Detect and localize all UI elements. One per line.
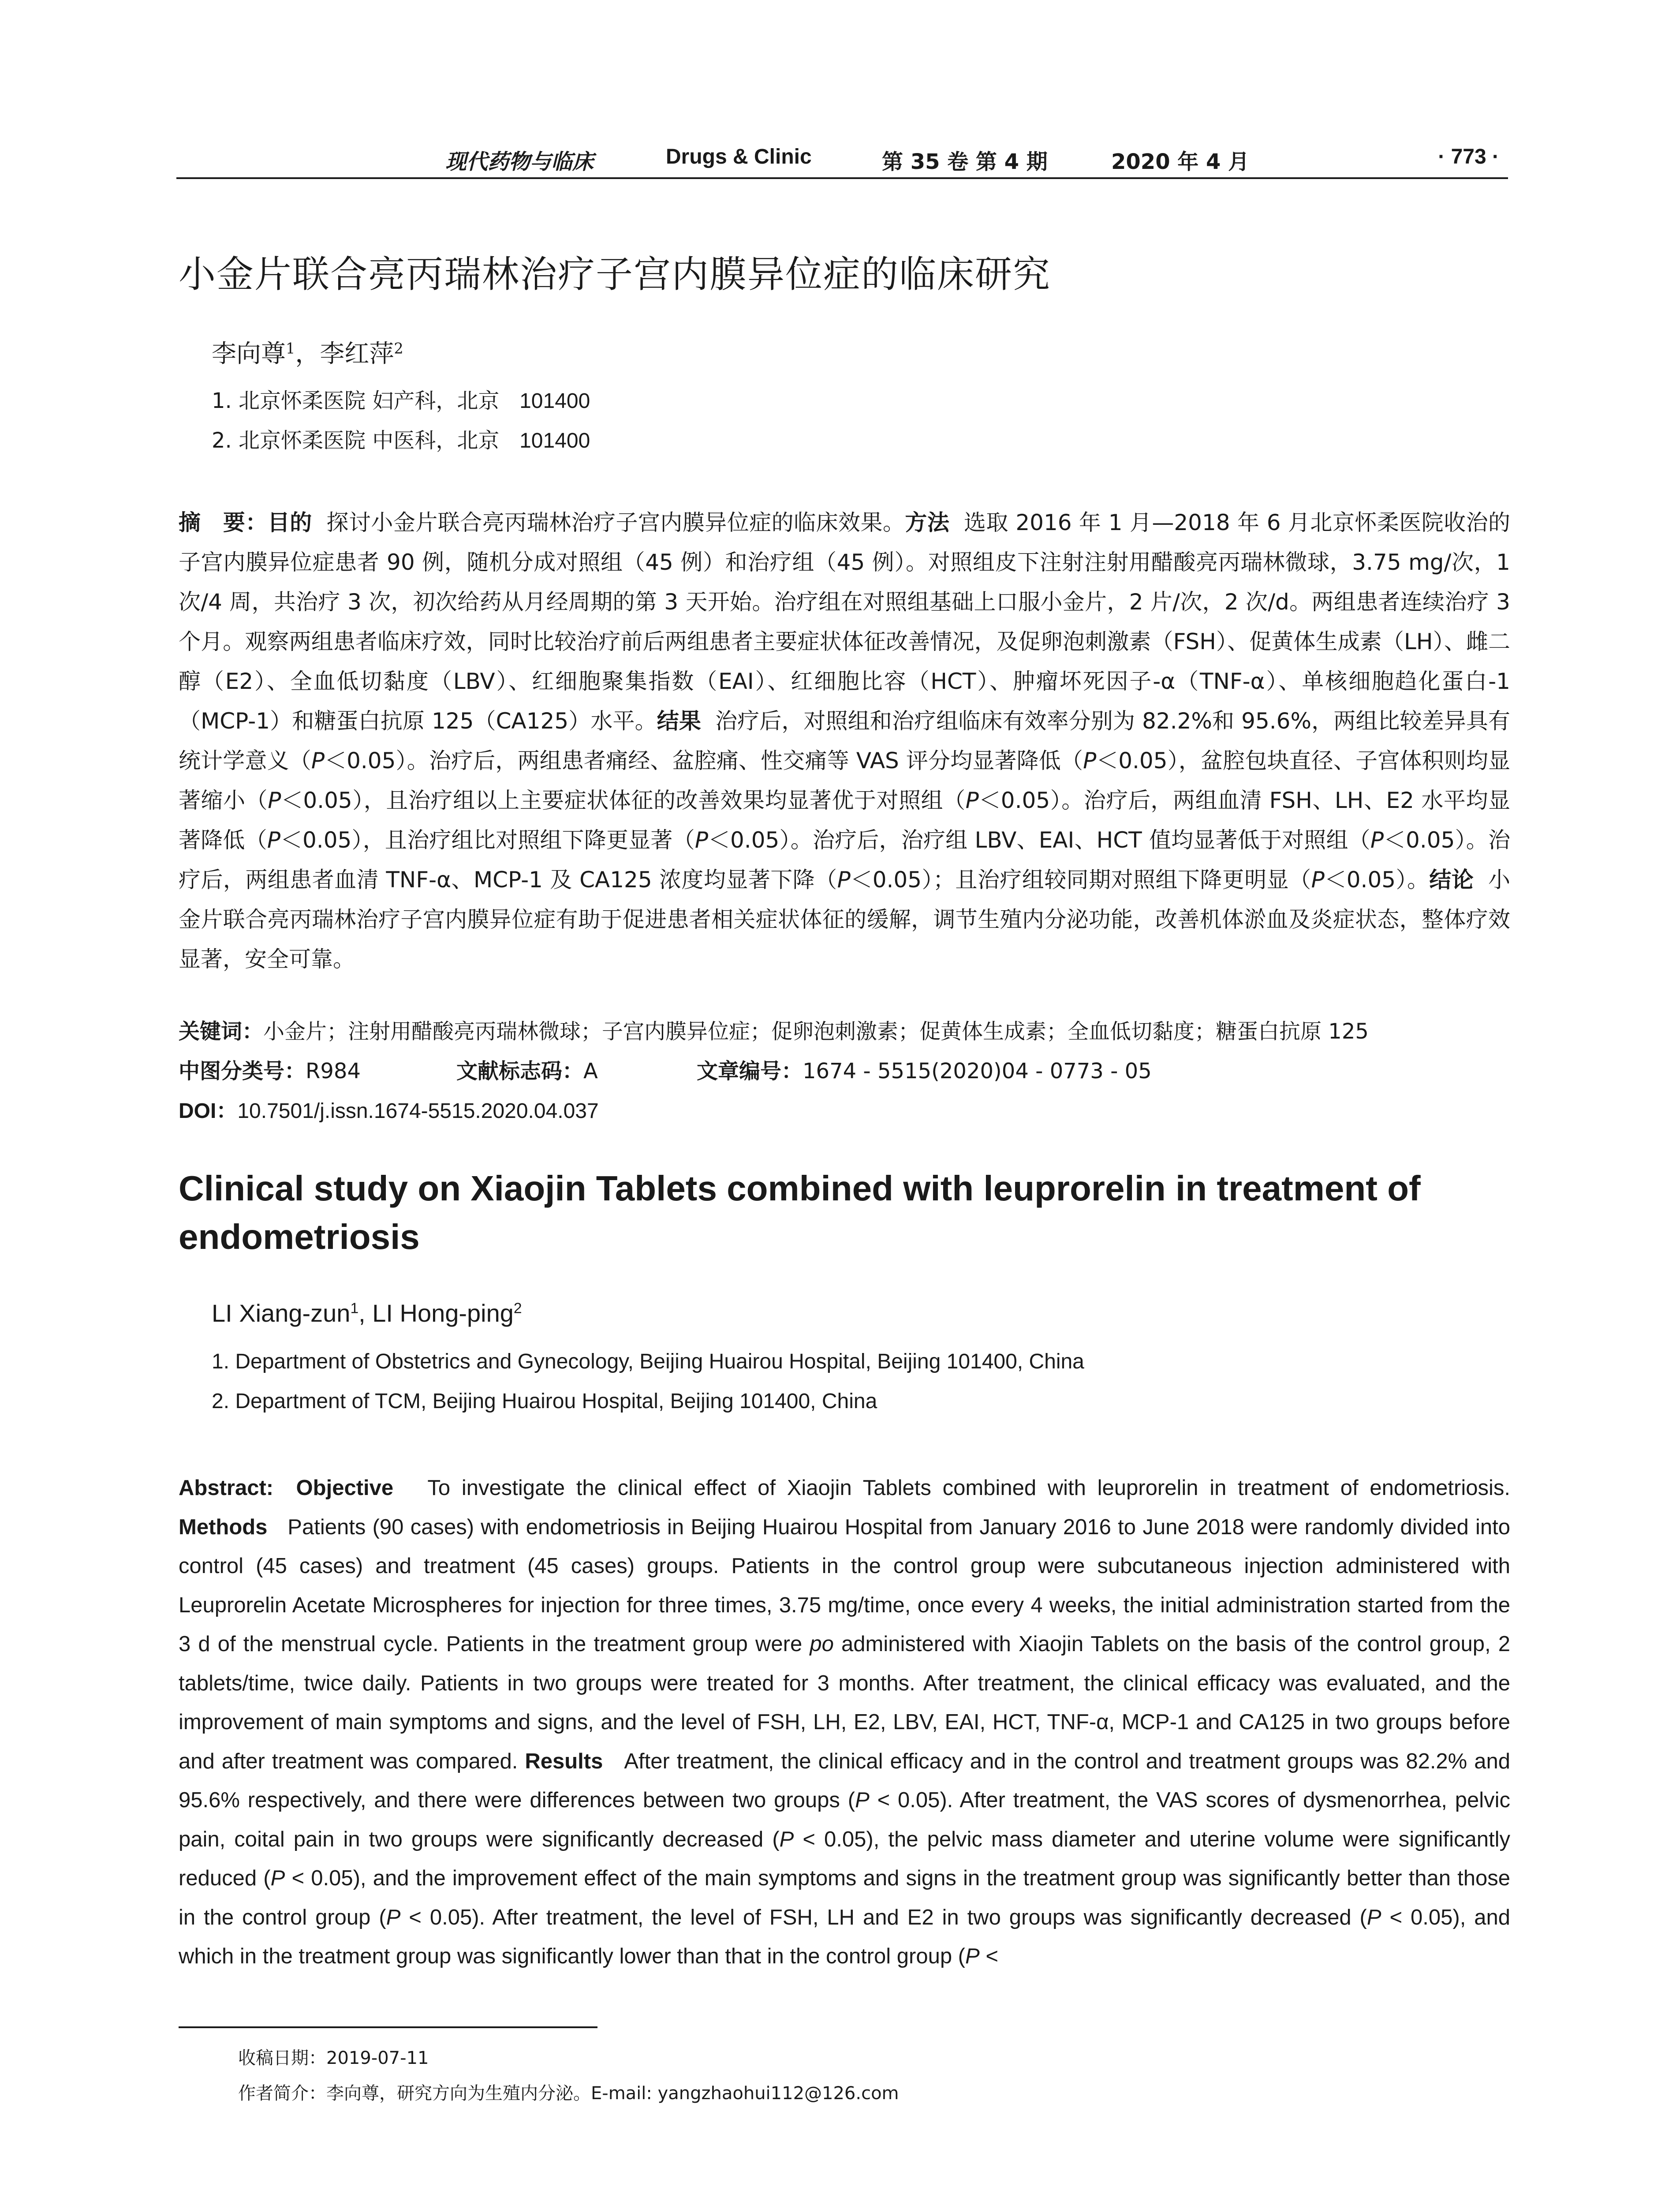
- p-symbol: P: [837, 867, 851, 893]
- header-rule: [176, 177, 1508, 179]
- journal-name-cn: 现代药物与临床: [445, 149, 594, 174]
- affiliation-cn-1: [212, 384, 590, 414]
- page-number: · 773 ·: [1438, 145, 1499, 168]
- author-separator-en: ,: [358, 1299, 373, 1327]
- footnote-received: [238, 2044, 429, 2069]
- results-cn-6: ＜0.05），且治疗组比对照组下降更显著（: [280, 827, 695, 853]
- volume-issue: 第 35 卷 第 4 期: [882, 149, 1048, 174]
- results-en-4: < 0.05), and the improvement effect of the main symptoms and signs in the treatment group was significantly better than those in the control group (: [179, 1866, 1510, 1929]
- doi-value: 10.7501/j.issn.1674-5515.2020.04.037: [237, 1099, 599, 1123]
- p-symbol: P: [268, 788, 281, 813]
- p-symbol-en: P: [965, 1944, 980, 1968]
- p-symbol: P: [694, 827, 708, 853]
- affiliation-cn-2: [212, 423, 590, 454]
- objective-cn: 探讨小金片联合亮丙瑞林治疗子宫内膜异位症的临床效果。: [326, 510, 905, 535]
- title-en: Clinical study on Xiaojin Tablets combined with leuprorelin in treatment of endometriosis: [179, 1169, 1421, 1256]
- methods-label-en: Methods: [179, 1515, 268, 1539]
- affiliation-cn-1-text: 1. 北京怀柔医院 妇产科，北京: [212, 389, 500, 413]
- article-no-label: 文章编号：: [697, 1059, 803, 1084]
- results-cn-5: ＜0.05）。治疗后，两组血清 FSH、LH、E2 水平均显著降低（: [179, 788, 1510, 853]
- results-cn-8: ＜0.05）。治疗后，两组患者血清 TNF-α、MCP-1 及 CA125 浓度均显著下降（: [179, 827, 1510, 893]
- objective-en: To investigate the clinical effect of Xiaojin Tablets combined with leuprorelin in treatment of endometriosis.: [427, 1476, 1510, 1500]
- results-label-en: Results: [525, 1749, 603, 1773]
- keywords-label: 关键词：: [179, 1019, 264, 1044]
- methods-en-2: administered with Xiaojin Tablets on the basis of the control group, 2 tablets/time, twice daily. Patients in two groups were treated for 3 months. After treatment, the clinical efficacy was evaluated, and the improvement of main symptoms and signs, and the level of FSH, LH, E2, LBV, EAI, HCT, TNF-α, MCP-1 and CA125 in two groups before and after treatment was compared.: [179, 1632, 1510, 1773]
- author-bio-label: 作者简介：: [238, 2083, 326, 2104]
- abstract-cn: [179, 503, 1510, 979]
- results-en-5: < 0.05). After treatment, the level of FSH, LH and E2 in two groups was significantly decreased (: [400, 1905, 1367, 1929]
- results-cn-7: ＜0.05）。治疗后，治疗组 LBV、EAI、HCT 值均显著低于对照组（: [708, 827, 1370, 853]
- author-separator-cn: ，: [295, 340, 320, 368]
- keywords-cn: [179, 1014, 1510, 1045]
- authors-cn: [212, 334, 403, 370]
- author-2-affil-en: 2: [513, 1300, 522, 1317]
- affiliation-cn-2-zip: 101400: [519, 429, 590, 452]
- footnote-author-bio: [238, 2079, 899, 2104]
- p-symbol: P: [1311, 867, 1325, 893]
- p-symbol: P: [965, 788, 979, 813]
- conclusion-cn: 小金片联合亮丙瑞林治疗子宫内膜异位症有助于促进患者相关症状体征的缓解，调节生殖内分泌功能，改善机体淤血及炎症状态，整体疗效显著，安全可靠。: [179, 867, 1511, 972]
- results-cn-4: ＜0.05），且治疗组以上主要症状体征的改善效果均显著优于对照组（: [281, 788, 966, 813]
- author-1-affil-en: 1: [350, 1300, 359, 1317]
- results-en-3: < 0.05), the pelvic mass diameter and uterine volume were significantly reduced (: [179, 1827, 1510, 1890]
- results-label-cn: 结果: [657, 708, 701, 734]
- received-label: 收稿日期：: [238, 2048, 326, 2068]
- p-symbol: P: [1083, 748, 1097, 774]
- p-symbol-en: P: [386, 1905, 401, 1929]
- clc-label: 中图分类号：: [179, 1059, 306, 1084]
- affiliation-en-2: 2. Department of TCM, Beijing Huairou Hospital, Beijing 101400, China: [212, 1390, 877, 1413]
- issue-date: 2020 年 4 月: [1111, 149, 1250, 174]
- methods-cn: 选取 2016 年 1 月—2018 年 6 月北京怀柔医院收治的子宫内膜异位症患者 90 例，随机分成对照组（45 例）和治疗组（45 例）。对照组皮下注射注射用醋酸亮丙瑞林微球，3.75 mg/次，1 次/4 周，共治疗 3 次，初次给药从月经周期的第 3 天开始。治疗组在对照组基础上口服小金片，2 片/次，2 次/d。两组患者连续治疗 3 个月。观察两组患者临床疗效，同时比较治疗前后两组患者主要症状体征改善情况，及促卵泡刺激素（FSH）、促黄体生成素（LH）、雌二醇（E2）、全血低切黏度（LBV）、红细胞聚集指数（EAI）、红细胞比容（HCT）、肿瘤坏死因子-α（TNF-α）、单核细胞趋化蛋白-1（MCP-1）和糖蛋白抗原 125（CA125）水平。: [179, 510, 1511, 734]
- po-abbrev: po: [810, 1632, 834, 1656]
- p-symbol-en: P: [270, 1866, 285, 1890]
- doc-code-value: A: [583, 1059, 598, 1084]
- abstract-en-label: Abstract:: [179, 1476, 274, 1500]
- author-2-cn: 李红萍: [320, 340, 394, 368]
- conclusion-label-cn: 结论: [1429, 867, 1474, 893]
- results-cn-9: ＜0.05）；且治疗组较同期对照组下降更明显（: [850, 867, 1311, 893]
- objective-label-cn: 目的: [267, 510, 312, 535]
- author-2-affil-cn: 2: [394, 340, 403, 357]
- title-cn: 小金片联合亮丙瑞林治疗子宫内膜异位症的临床研究: [179, 253, 1051, 296]
- received-date: 2019-07-11: [326, 2048, 429, 2068]
- footnote-rule: [179, 2026, 597, 2028]
- affiliation-cn-2-text: 2. 北京怀柔医院 中医科，北京: [212, 428, 500, 453]
- article-no-value: 1674 - 5515(2020)04 - 0773 - 05: [803, 1059, 1152, 1084]
- affiliation-cn-1-zip: 101400: [519, 389, 590, 413]
- doc-code-label: 文献标志码：: [456, 1059, 584, 1084]
- results-en-6: < 0.05), and which in the treatment group was significantly lower than that in the control group (: [179, 1905, 1511, 1968]
- clc-value: R984: [306, 1059, 361, 1084]
- results-en-7: <: [979, 1944, 998, 1968]
- author-1-en: LI Xiang-zun: [212, 1299, 351, 1327]
- author-1-affil-cn: 1: [286, 340, 295, 357]
- p-symbol: P: [1370, 827, 1384, 853]
- methods-label-cn: 方法: [905, 510, 950, 535]
- results-en-2: < 0.05). After treatment, the VAS scores of dysmenorrhea, pelvic pain, coital pain in two groups were significantly decreased (: [179, 1788, 1510, 1851]
- abstract-en: [179, 1469, 1510, 1976]
- authors-en: [212, 1299, 522, 1327]
- objective-label-en: Objective: [296, 1476, 394, 1500]
- author-1-cn: 李向尊: [212, 340, 286, 368]
- author-2-en: LI Hong-ping: [372, 1299, 514, 1327]
- keywords-text: 小金片；注射用醋酸亮丙瑞林微球；子宫内膜异位症；促卵泡刺激素；促黄体生成素；全血低切黏度；糖蛋白抗原 125: [263, 1019, 1369, 1044]
- results-cn-2: ＜0.05）。治疗后，两组患者痛经、盆腔痛、性交痛等 VAS 评分均显著降低（: [325, 748, 1083, 774]
- p-symbol: P: [311, 748, 325, 774]
- p-symbol: P: [267, 827, 280, 853]
- doi-line: [179, 1094, 1510, 1124]
- affiliation-en-1: 1. Department of Obstetrics and Gynecology, Beijing Huairou Hospital, Beijing 101400, China: [212, 1350, 1084, 1373]
- p-symbol-en: P: [1366, 1905, 1381, 1929]
- doi-label: DOI：: [179, 1099, 238, 1123]
- abstract-cn-label: 摘 要：: [179, 510, 268, 535]
- results-cn-10: ＜0.05）。: [1324, 867, 1430, 893]
- p-symbol-en: P: [779, 1827, 794, 1851]
- results-cn-1: 治疗后，对照组和治疗组临床有效率分别为 82.2%和 95.6%，两组比较差异具有统计学意义（: [179, 708, 1511, 774]
- author-bio-text: 李向尊，研究方向为生殖内分泌。E-mail: yangzhaohui112@126.com: [326, 2083, 899, 2104]
- p-symbol-en: P: [855, 1788, 870, 1812]
- results-cn-3: ＜0.05），盆腔包块直径、子宫体积则均显著缩小（: [179, 748, 1511, 813]
- running-header: [176, 140, 1508, 176]
- journal-name-en: Drugs & Clinic: [666, 145, 812, 168]
- results-en-1: After treatment, the clinical efficacy and in the control and treatment groups was 82.2% and 95.6% respectively, and there were differences between two groups (: [179, 1749, 1510, 1812]
- methods-en-1: Patients (90 cases) with endometriosis in Beijing Huairou Hospital from January 2016 to June 2018 were randomly divided into control (45 cases) and treatment (45 cases) groups. Patients in the control group were subcutaneous injection administered with Leuprorelin Acetate Microspheres for injection for three times, 3.75 mg/time, once every 4 weeks, the initial administration started from the 3 d of the menstrual cycle. Patients in the treatment group were: [179, 1515, 1510, 1656]
